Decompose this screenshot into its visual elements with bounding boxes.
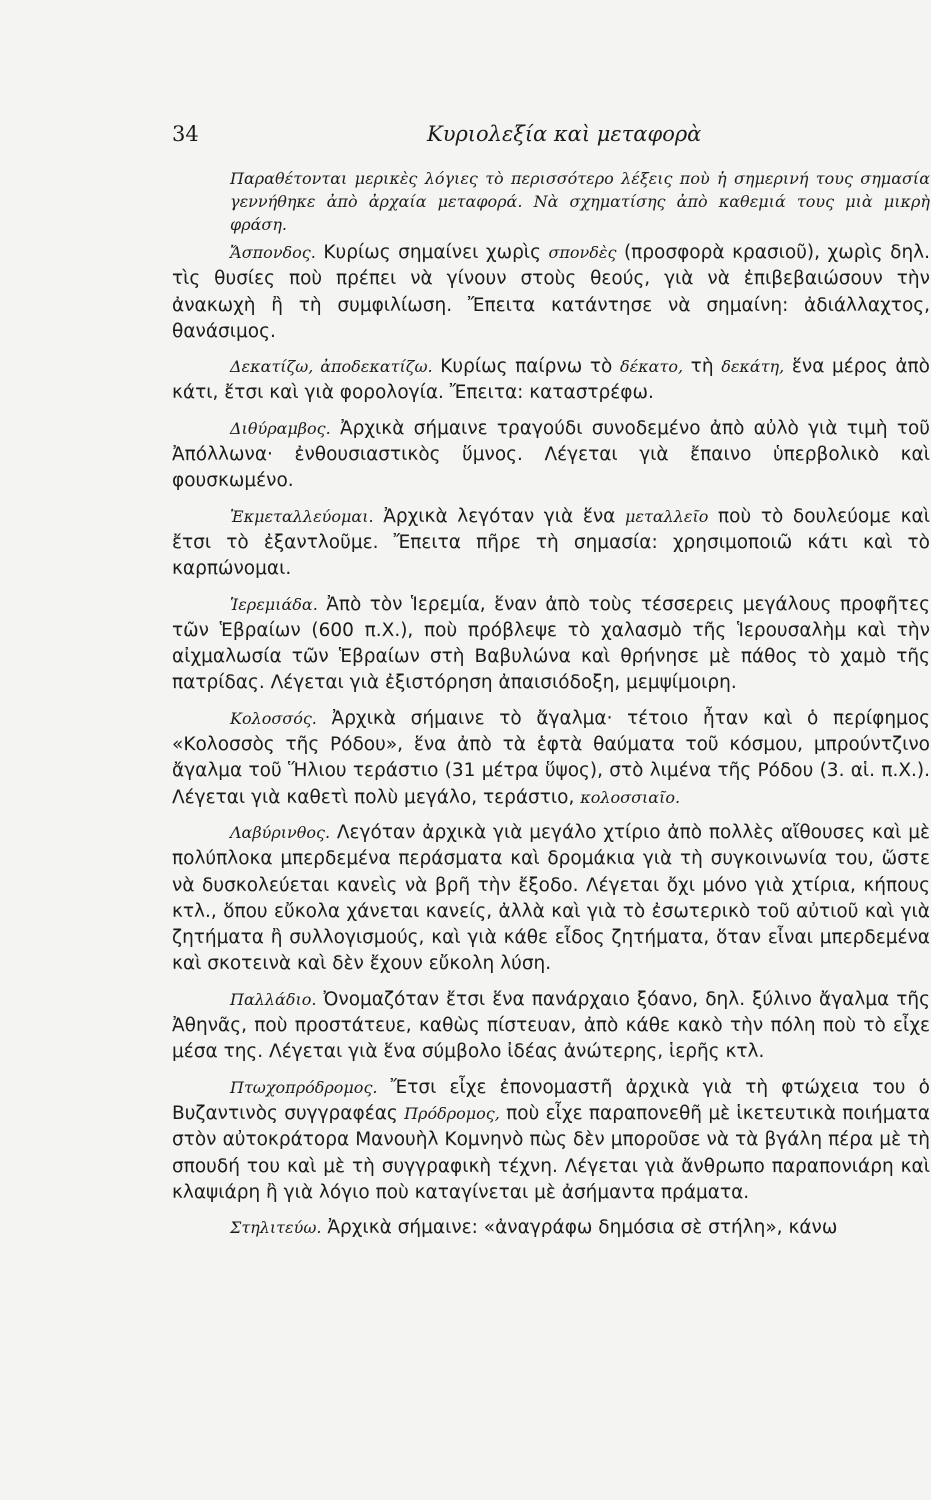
page-body xyxy=(172,167,930,1250)
entry-text: ἕνα μέρος ἀπὸ κάτι, ἔτσι καὶ γιὰ φορολογία. Ἔπειτα: καταστρέφω. xyxy=(172,356,931,404)
entry-text: Ἔτσι εἶχε ἐπονομαστῆ ἀρχικὰ γιὰ τὴ φτώχεια του ὁ Βυζαντινὸς συγγραφέας xyxy=(172,1076,930,1124)
running-title: Κυριολεξία καὶ μεταφορὰ xyxy=(427,122,702,146)
entry-text: Κυρίως παίρνω τὸ xyxy=(432,356,620,378)
entry-text: Ἀρχικὰ σήμαινε τραγούδι συνοδεμένο ἀπὸ αὐλὸ γιὰ τιμὴ τοῦ Ἀπόλλωνα· ἐνθουσιαστικὸς ὕμνος. Λέγεται γιὰ ἔπαινο ὑπερβολικὸ καὶ φουσκωμένο. xyxy=(172,417,930,492)
entry-lemma: Κολοσσός. xyxy=(230,708,317,728)
entry-text: ποὺ τὸ δουλεύομε καὶ ἔτσι τὸ ἐξαντλοῦμε. Ἔπειτα πῆρε τὴ σημασία: χρησιμοποιῶ κάτι καὶ τὸ καρπώνομαι. xyxy=(172,505,930,580)
entry-ekmetallevomai xyxy=(172,504,930,583)
entry-asponedos xyxy=(172,240,930,345)
entry-text: Ἀρχικὰ σήμαινε: «ἀναγράφω δημόσια σὲ στήλη», κάνω xyxy=(321,1217,838,1239)
entry-text: Λεγόταν ἀρχικὰ γιὰ μεγάλο χτίριο ἀπὸ πολλὲς αἴθουσες καὶ μὲ πολύπλοκα μπερδεμένα περάσματα καὶ δρομάκια γιὰ τὴ συγκοινωνία του, ὥστε νὰ δυσκολεύεται κανεὶς νὰ βρῆ τὴν ἔξοδο. Λέγεται ὄχι μόνο γιὰ χτίρια, κήπους κτλ., ὅπου εὔκολα χάνεται κανείς, ἀλλὰ καὶ γιὰ τὸ ἐσωτερικὸ τοῦ αὐτιοῦ καὶ γιὰ ζητήματα ἢ συλλογισμούς, καὶ γιὰ κάθε εἶδος ζητήματα, ὅταν εἶναι μπερδεμένα καὶ σκοτεινὰ καὶ δὲν ἔχουν εὔκολη λύση. xyxy=(172,821,930,975)
entry-dithyramvos xyxy=(172,416,930,495)
entry-lemma: Λαβύρινθος. xyxy=(230,822,331,842)
entry-lemma: Διθύραμβος. xyxy=(230,418,331,438)
entry-text: Ἀρχικὰ σήμαινε τὸ ἄγαλμα· τέτοιο ἦταν καὶ ὁ περίφημος «Κολοσσὸς τῆς Ρόδου», ἕνα ἀπὸ τὰ ἑφτὰ θαύματα τοῦ κόσμου, μπρούντζινο ἄγαλμα τοῦ Ἥλιου τεράστιο (31 μέτρα ὕψος), στὸ λιμένα τῆς Ρόδου (3. αἱ. π.Χ.). Λέγεται γιὰ καθετὶ πολὺ μεγάλο, τεράστιο, xyxy=(172,707,930,808)
page-number: 34 xyxy=(172,122,199,146)
entry-text: Ἀρχικὰ λεγόταν γιὰ ἕνα xyxy=(373,505,625,527)
entry-text: Ἀπὸ τὸν Ἱερεμία, ἕναν ἀπὸ τοὺς τέσσερεις μεγάλους προφῆτες τῶν Ἑβραίων (600 π.Χ.), ποὺ πρόβλεψε τὸ χαλασμὸ τῆς Ἱερουσαλὴμ καὶ τὴν αἰχμαλωσία τῶν Ἑβραίων στὴ Βαβυλώνα καὶ θρήνησε μὲ πάθος τὸ χαμὸ τῆς πατρίδας. Λέγεται γιὰ ἐξιστόρηση ἀπαισιόδοξη, μεμψίμοιρη. xyxy=(172,593,930,694)
entry-italic-term: δεκάτη, xyxy=(721,357,785,377)
entry-stiliteo xyxy=(172,1215,930,1241)
entry-dekatizo xyxy=(172,354,930,407)
entry-lemma: Πτωχοπρόδρομος. xyxy=(230,1077,378,1097)
entry-italic-term: Πρόδρομος, xyxy=(404,1103,500,1123)
entry-italic-term: κολοσσιαῖο. xyxy=(580,787,681,807)
entry-palladio xyxy=(172,987,930,1066)
entry-lemma: Παλλάδιο. xyxy=(230,989,317,1009)
page-header xyxy=(172,122,931,152)
entry-italic-term: δέκατο, xyxy=(619,357,684,377)
entry-lemma: Δεκατίζω, ἀποδεκατίζω. xyxy=(230,357,433,377)
entry-ptochoprodromos xyxy=(172,1075,930,1206)
entry-lemma: Ἄσπονδος. xyxy=(230,243,316,262)
entry-kolossos xyxy=(172,706,930,811)
entry-lemma: Στηλιτεύω. xyxy=(230,1218,322,1238)
intro-instruction: Παραθέτονται μερικὲς λόγιες τὸ περισσότερο λέξεις ποὺ ἡ σημερινή τους σημασία γεννήθηκε ἀπὸ ἀρχαία μεταφορά. Νὰ σχηματίσης ἀπὸ καθεμιά τους μιὰ μικρὴ φράση. xyxy=(230,169,930,234)
entry-ieremiada xyxy=(172,592,930,697)
entry-lavyrinthos xyxy=(172,820,930,978)
entry-text: (προσφορὰ κρασιοῦ), χωρὶς δηλ. τὶς θυσίες ποὺ πρέπει νὰ γίνουν στοὺς θεούς, γιὰ νὰ ἐπιβεβαιώσουν τὴν ἀνακωχὴ ἢ τὴ συμφιλίωση. Ἔπειτα κατάντησε νὰ σημαίνη: ἀδιάλλαχτος, θανάσιμος. xyxy=(172,242,930,342)
entry-italic-term: σπονδὲς xyxy=(548,243,617,262)
entry-text: ποὺ εἶχε παραπονεθῆ μὲ ἱκετευτικὰ ποιήματα στὸν αὐτοκράτορα Μανουὴλ Κομνηνὸ πὼς δὲν μποροῦσε νὰ τὰ βγάλη πέρα μὲ τὴ σπουδή του καὶ μὲ τὴ συγγραφικὴ τέχνη. Λέγεται γιὰ ἄνθρωπο παραπονιάρη καὶ κλαψιάρη ἢ γιὰ λόγιο ποὺ καταγίνεται μὲ ἀσήμαντα πράματα. xyxy=(172,1102,930,1203)
entry-text: τὴ xyxy=(683,356,722,378)
entry-lemma: Ἱερεμιάδα. xyxy=(230,594,318,614)
entry-text: Ὀνομαζόταν ἔτσι ἕνα πανάρχαιο ξόανο, δηλ. ξύλινο ἄγαλμα τῆς Ἀθηνᾶς, ποὺ προστάτευε, καθὼς πίστευαν, ἀπὸ κάθε κακὸ τὴν πόλη ποὺ τὸ εἶχε μέσα της. Λέγεται γιὰ ἕνα σύμβολο ἰδέας ἀνώτερης, ἱερῆς κτλ. xyxy=(172,988,930,1063)
entry-italic-term: μεταλλεῖο xyxy=(624,506,709,526)
entry-lemma: Ἐκμεταλλεύομαι. xyxy=(230,506,374,526)
entry-text: Κυρίως σημαίνει χωρὶς xyxy=(315,242,549,263)
